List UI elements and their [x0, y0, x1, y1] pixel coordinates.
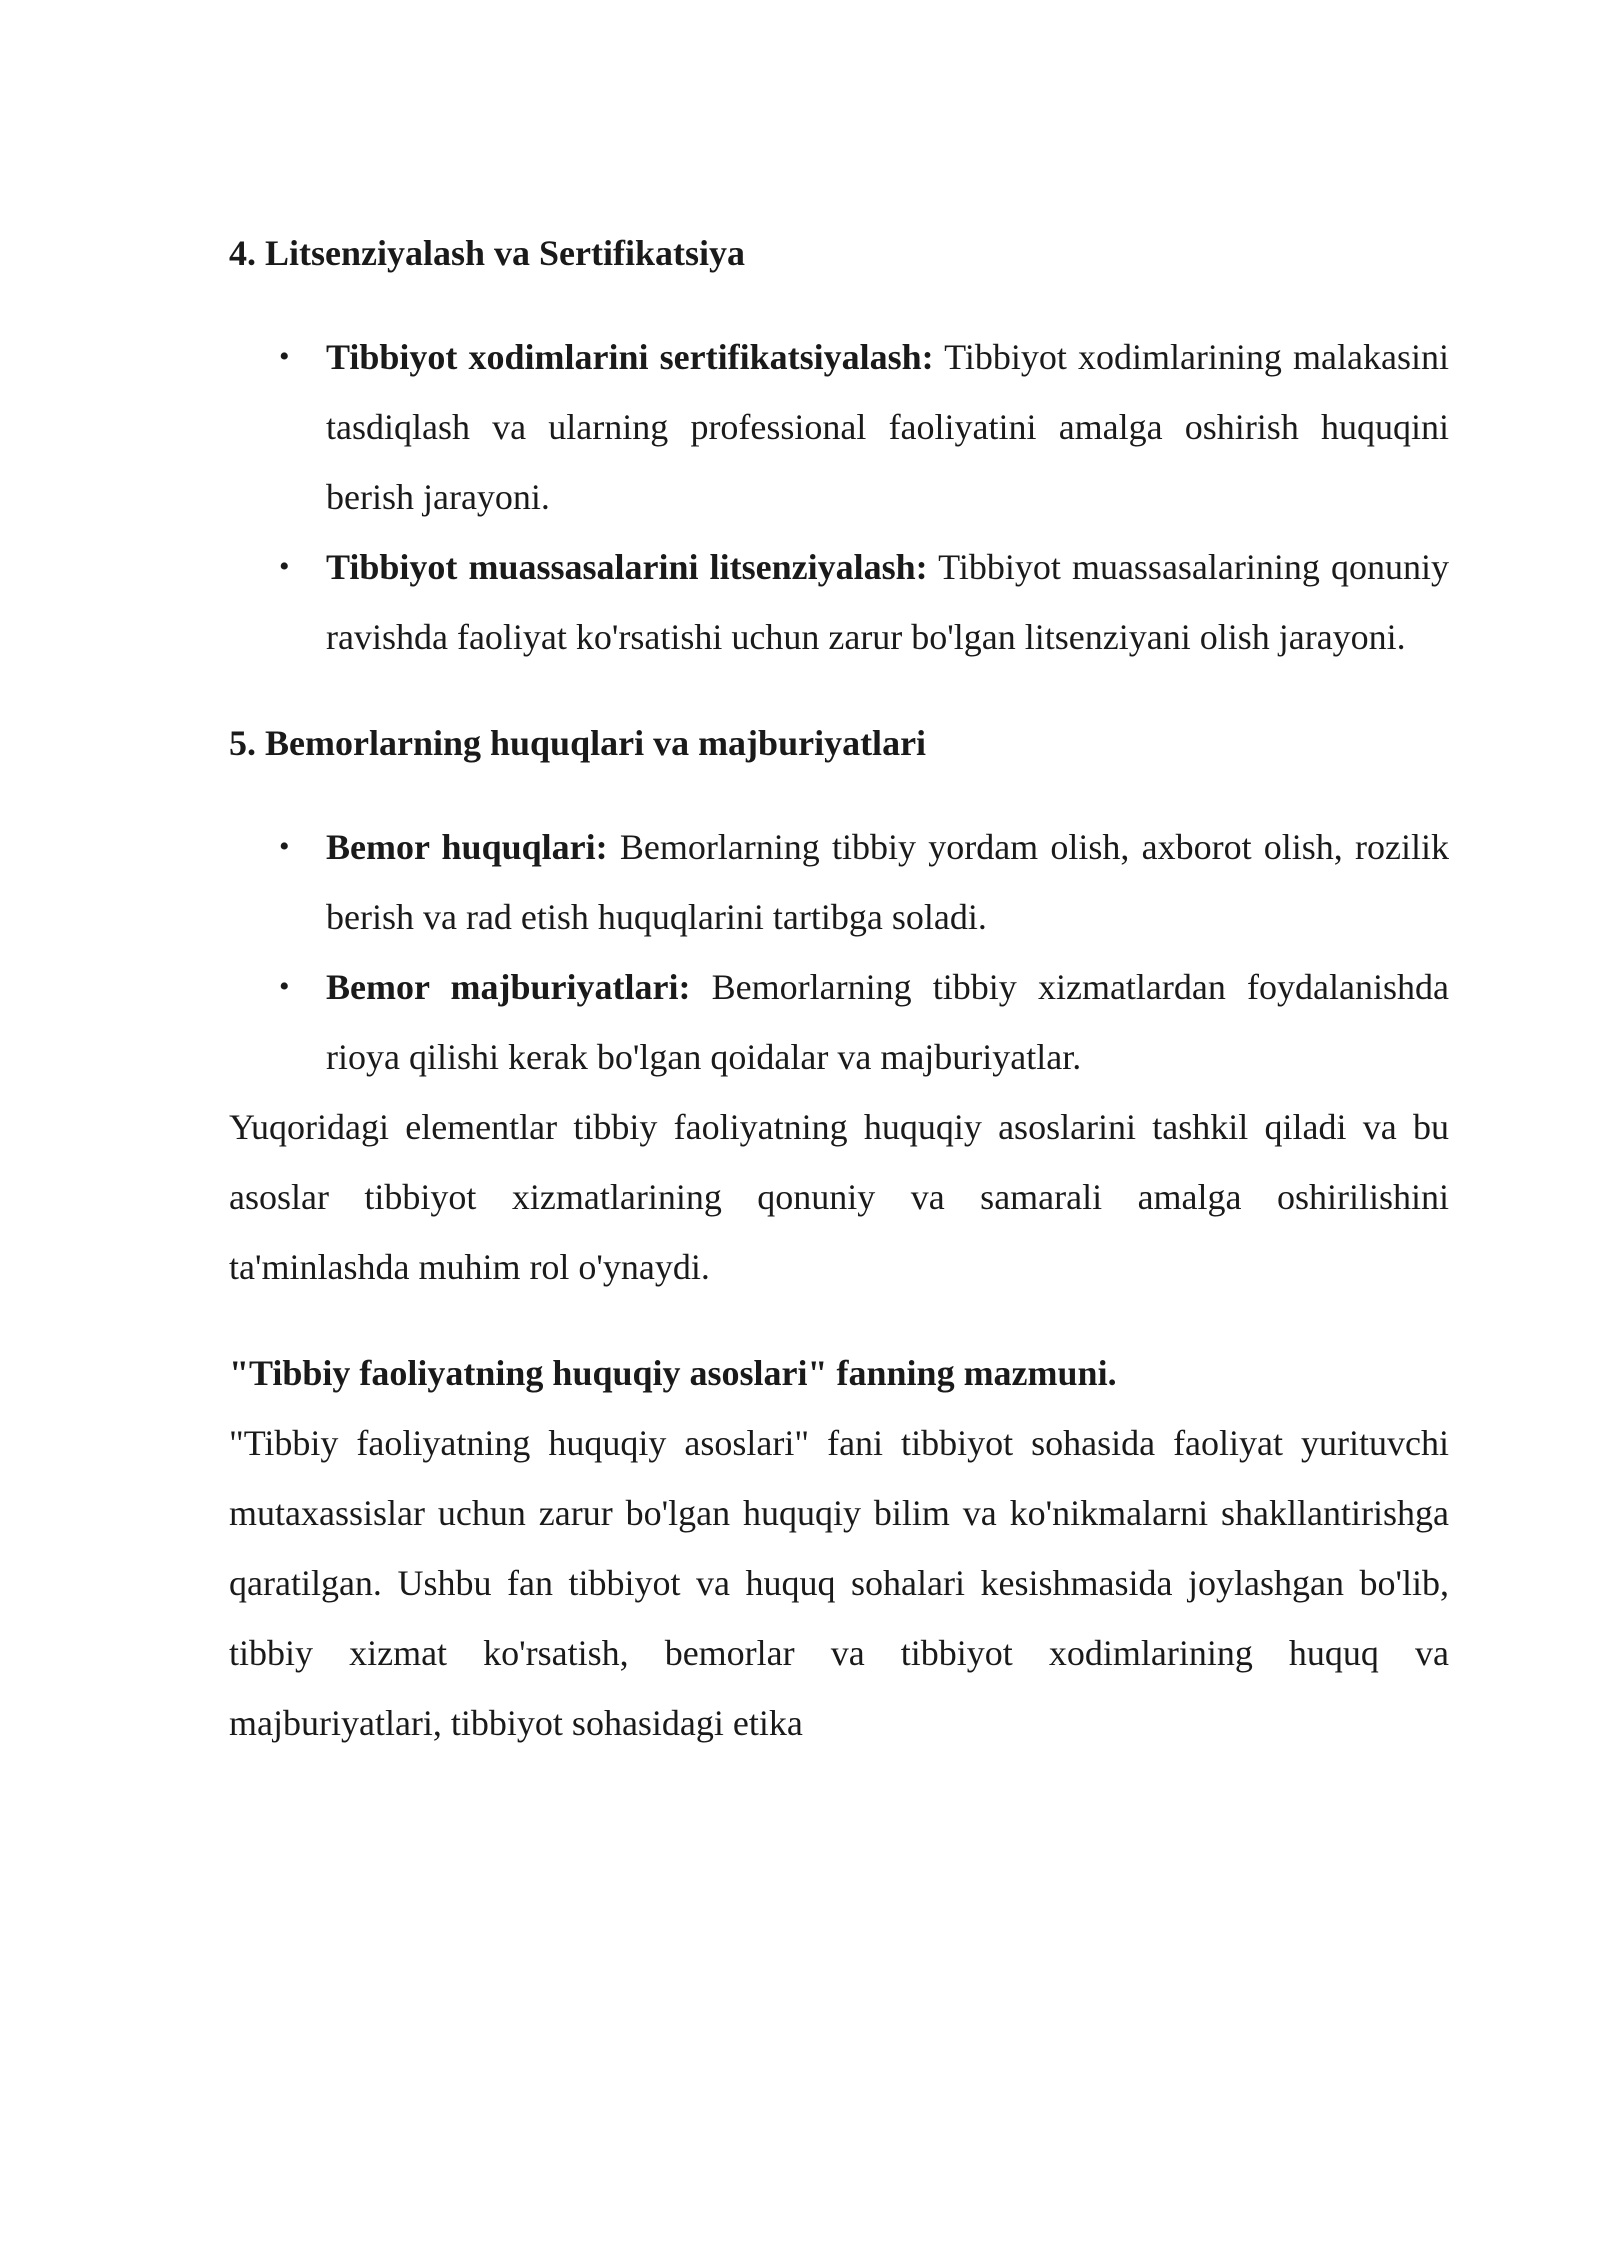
list-item — [229, 532, 1449, 672]
subject-heading: "Tibbiy faoliyatning huquqiy asoslari" fanning mazmuni. — [229, 1353, 1117, 1393]
bullet-icon: • — [279, 550, 290, 583]
section-heading-licensing: 4. Litsenziyalash va Sertifikatsiya — [229, 233, 746, 273]
list-item — [229, 812, 1449, 952]
bullet-icon: • — [279, 340, 290, 373]
list-item-text: Tibbiyot muassasalarining qonuniy ravishda faoliyat ko'rsatishi uchun zarur bo'lgan litsenziyani olish jarayoni. — [326, 547, 1449, 657]
list-item — [229, 952, 1449, 1092]
licensing-list — [229, 322, 1449, 672]
list-item-term: Tibbiyot xodimlarini sertifikatsiyalash: — [326, 337, 934, 377]
list-item-text: Bemorlarning tibbiy xizmatlardan foydalanishda rioya qilishi kerak bo'lgan qoidalar va majburiyatlar. — [326, 967, 1449, 1077]
list-item-term: Bemor huquqlari: — [326, 827, 608, 867]
list-item-text: Bemorlarning tibbiy yordam olish, axborot olish, rozilik berish va rad etish huquqlarini tartibga soladi. — [326, 827, 1449, 937]
patient-rights-list — [229, 812, 1449, 1092]
subject-paragraph: "Tibbiy faoliyatning huquqiy asoslari" fani tibbiyot sohasida faoliyat yurituvchi mutaxassislar uchun zarur bo'lgan huquqiy bilim va ko'nikmalarni shakllantirishga qaratilgan. Ushbu fan tibbiyot va huquq sohalari kesishmasida joylashgan bo'lib, tibbiy xizmat ko'rsatish, bemorlar va tibbiyot xodimlarining huquq va majburiyatlari, tibbiyot sohasidagi etika — [229, 1423, 1449, 1743]
list-item-text: Tibbiyot xodimlarining malakasini tasdiqlash va ularning professional faoliyatini amalga oshirish huquqini berish jarayoni. — [326, 337, 1449, 517]
list-item-term: Tibbiyot muassasalarini litsenziyalash: — [326, 547, 928, 587]
list-item-term: Bemor majburiyatlari: — [326, 967, 691, 1007]
summary-paragraph: Yuqoridagi elementlar tibbiy faoliyatning huquqiy asoslarini tashkil qiladi va bu asoslar tibbiyot xizmatlarining qonuniy va samarali amalga oshirilishini ta'minlashda muhim rol o'ynaydi. — [229, 1107, 1449, 1287]
bullet-icon: • — [279, 830, 290, 863]
section-heading-patient-rights: 5. Bemorlarning huquqlari va majburiyatlari — [229, 723, 927, 763]
document-page — [229, 218, 1449, 1758]
bullet-icon: • — [279, 970, 290, 1003]
list-item — [229, 322, 1449, 532]
